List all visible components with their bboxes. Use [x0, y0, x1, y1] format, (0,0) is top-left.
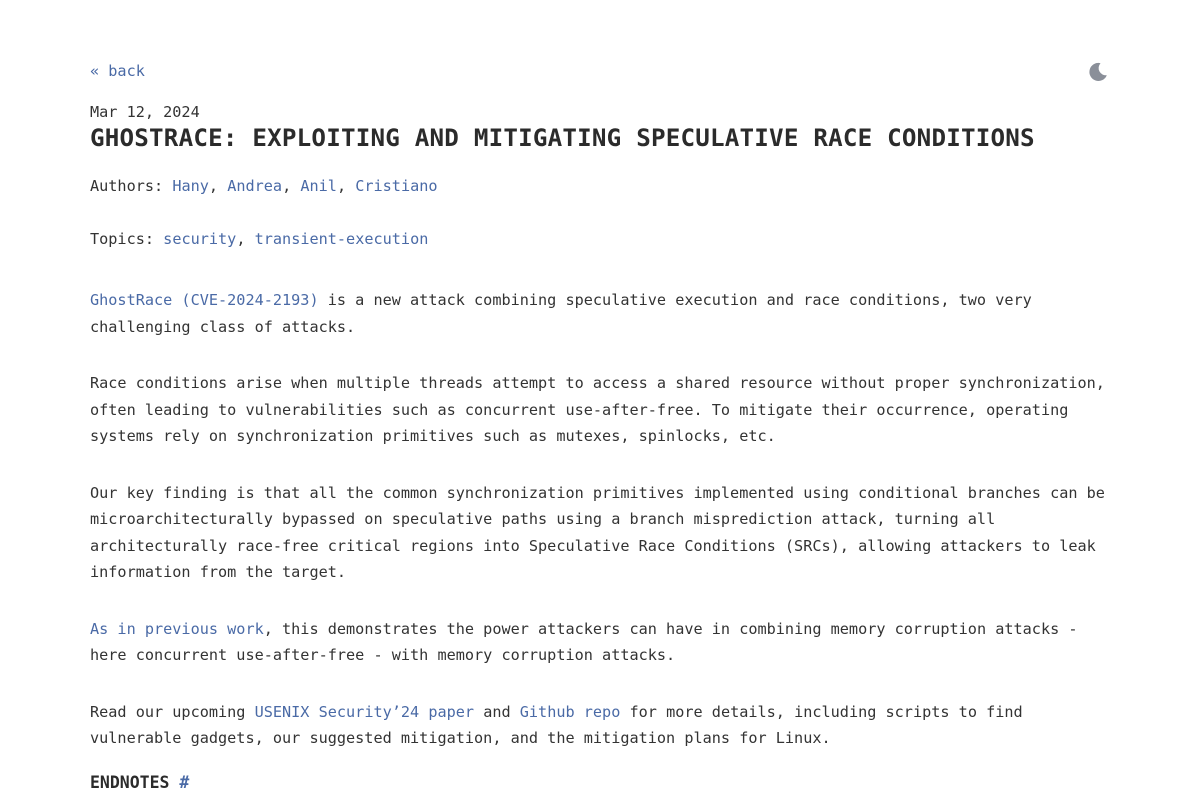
author-link-andrea[interactable]: Andrea	[227, 177, 283, 195]
topics-label: Topics:	[90, 230, 155, 248]
authors-line: Authors: Hany, Andrea, Anil, Cristiano	[90, 177, 438, 195]
usenix-paper-link[interactable]: USENIX Security’24 paper	[254, 702, 475, 721]
authors-label: Authors:	[90, 177, 164, 195]
paragraph-read-more	[90, 699, 1120, 752]
topics-line: Topics: security, transient-execution	[90, 230, 429, 248]
author-link-cristiano[interactable]: Cristiano	[355, 177, 438, 195]
read-more-post: for more details, including scripts to find vulnerable gadgets, our suggested mitigation, and the mitigation plans for Linux.	[90, 702, 1023, 747]
theme-toggle-button[interactable]	[1086, 60, 1110, 84]
previous-work-link[interactable]: As in previous work	[90, 619, 264, 638]
endnotes-heading	[90, 770, 1120, 796]
post-content	[90, 99, 1120, 796]
ghostrace-cve-link[interactable]: GhostRace (CVE-2024-2193)	[90, 291, 319, 309]
post-date: Mar 12, 2024	[90, 103, 200, 121]
read-more-pre: Read our upcoming	[90, 702, 255, 721]
paragraph-previous-work	[90, 616, 1120, 669]
read-more-mid: and	[474, 702, 520, 721]
author-link-hany[interactable]: Hany	[172, 177, 209, 195]
topic-link-transient-execution[interactable]: transient-execution	[254, 230, 429, 248]
endnotes-heading-text: ENDNOTES	[90, 772, 170, 792]
topic-link-security[interactable]: security	[163, 230, 237, 248]
back-link[interactable]: « back	[90, 62, 145, 80]
paragraph-key-finding: Our key finding is that all the common synchronization primitives implemented using conditional branches can be microarchitecturally bypassed on speculative paths using a branch misprediction attack, turning all architecturally race-free critical regions into Speculative Race Conditions (SRCs), allowing attackers to leak information from the target.	[90, 483, 1105, 581]
post-title: GHOSTRACE: EXPLOITING AND MITIGATING SPECULATIVE RACE CONDITIONS	[90, 124, 1035, 152]
github-repo-link[interactable]: Github repo	[519, 702, 621, 721]
author-link-anil[interactable]: Anil	[300, 177, 337, 195]
paragraph-intro-text: is a new attack combining speculative execution and race conditions, two very challenging class of attacks.	[90, 291, 1032, 336]
paragraph-race-conditions: Race conditions arise when multiple threads attempt to access a shared resource without proper synchronization, often leading to vulnerabilities such as concurrent use-after-free. To mitigate their occurrence, operating systems rely on synchronization primitives such as mutexes, spinlocks, etc.	[90, 374, 1105, 445]
moon-icon	[1086, 60, 1110, 84]
paragraph-intro	[90, 287, 1120, 340]
endnotes-anchor-link[interactable]: #	[179, 772, 190, 792]
paragraph-previous-work-text: , this demonstrates the power attackers can have in combining memory corruption attacks - here concurrent use-after-free - with memory corruption attacks.	[90, 619, 1078, 664]
